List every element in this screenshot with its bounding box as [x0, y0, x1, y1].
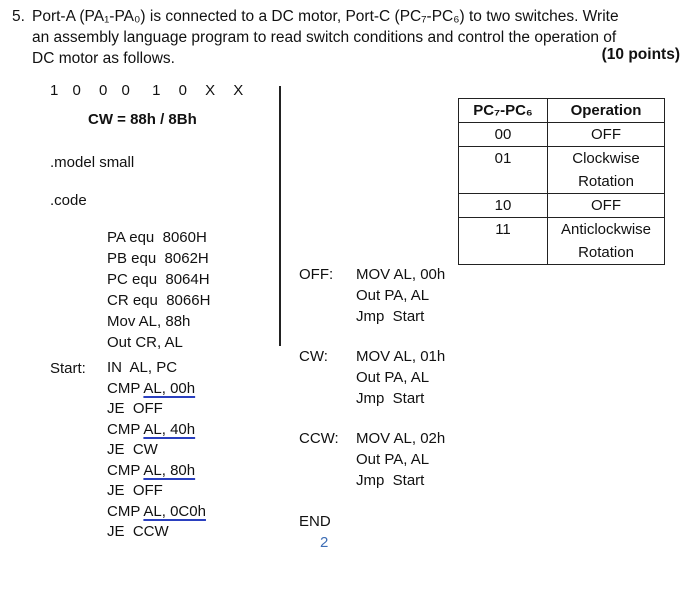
code-line: CMP AL, 40h: [107, 420, 196, 438]
table-cell-operation: OFF: [548, 123, 665, 147]
table-header: Operation: [548, 99, 665, 123]
cw-bit: 0: [99, 82, 108, 99]
code-directive: .code: [50, 192, 87, 209]
page-number: 2: [320, 534, 329, 551]
points-label: (10 points): [601, 46, 680, 63]
code-line: CMP AL, 80h: [107, 461, 196, 479]
vertical-divider: [279, 86, 281, 346]
code-line: CMP AL, 0C0h: [107, 502, 206, 520]
table-header-row: [459, 99, 665, 123]
code-line: MOV AL, 02h: [356, 430, 446, 447]
control-word-label: CW = 88h / 8Bh: [88, 111, 197, 128]
table-row: [459, 194, 665, 218]
table-cell-code: 00: [459, 123, 548, 147]
cw-bit: X: [233, 82, 244, 99]
code-line: Out PA, AL: [356, 451, 430, 468]
code-line: Out PA, AL: [356, 369, 430, 386]
question-line-1: Port-A (PA₁-PA₀) is connected to a DC motor, Port-C (PC₇-PC₆) to two switches. Write: [32, 8, 619, 25]
table-cell-code: 11: [459, 218, 548, 265]
table-cell-operation: OFF: [548, 194, 665, 218]
code-line: Mov AL, 88h: [107, 313, 191, 330]
table-row: [459, 147, 665, 194]
code-line: PB equ 8062H: [107, 250, 209, 267]
cw-bit: 0: [121, 82, 130, 99]
code-line: IN AL, PC: [107, 359, 178, 376]
routine-off: [356, 264, 445, 327]
code-line: CMP AL, 00h: [107, 379, 196, 397]
start-label: Start:: [50, 360, 86, 377]
control-word-bits: [50, 80, 253, 101]
code-line: Out CR, AL: [107, 334, 183, 351]
cw-bit: X: [205, 82, 216, 99]
code-line: JE OFF: [107, 400, 163, 417]
code-line: Jmp Start: [356, 472, 425, 489]
cw-bit: 0: [72, 82, 81, 99]
table-header: PC₇-PC₆: [459, 99, 548, 123]
code-line: MOV AL, 01h: [356, 348, 446, 365]
code-line: Out PA, AL: [356, 287, 430, 304]
routine-cw-label: CW:: [299, 348, 328, 365]
code-line: CR equ 8066H: [107, 292, 211, 309]
routine-ccw-label: CCW:: [299, 430, 339, 447]
model-directive: .model small: [50, 154, 135, 171]
cw-bit: 1: [50, 82, 59, 99]
code-line: Jmp Start: [356, 390, 425, 407]
cw-bit: 0: [178, 82, 187, 99]
code-line: PA equ 8060H: [107, 229, 207, 246]
code-line: JE CCW: [107, 523, 169, 540]
code-line: JE CW: [107, 441, 158, 458]
code-line: Jmp Start: [356, 308, 425, 325]
routine-off-label: OFF:: [299, 266, 334, 283]
routine-ccw: [356, 428, 445, 491]
question-line-3: DC motor as follows.: [32, 50, 175, 67]
question-line-2: an assembly language program to read switch conditions and control the operation of: [32, 29, 617, 46]
table-row: [459, 123, 665, 147]
equ-block: [107, 227, 210, 353]
table-cell-code: 01: [459, 147, 548, 194]
table-cell-operation: Anticlockwise Rotation: [548, 218, 665, 265]
routine-cw: [356, 346, 445, 409]
table-row: [459, 218, 665, 265]
operation-table: [458, 98, 665, 265]
code-line: PC equ 8064H: [107, 271, 210, 288]
table-cell-operation: Clockwise Rotation: [548, 147, 665, 194]
code-line: JE OFF: [107, 482, 163, 499]
table-cell-code: 10: [459, 194, 548, 218]
main-block: [107, 358, 206, 543]
cw-bit: 1: [152, 82, 161, 99]
question-number: 5.: [12, 8, 25, 25]
code-line: MOV AL, 00h: [356, 266, 446, 283]
end-directive: END: [299, 513, 331, 530]
